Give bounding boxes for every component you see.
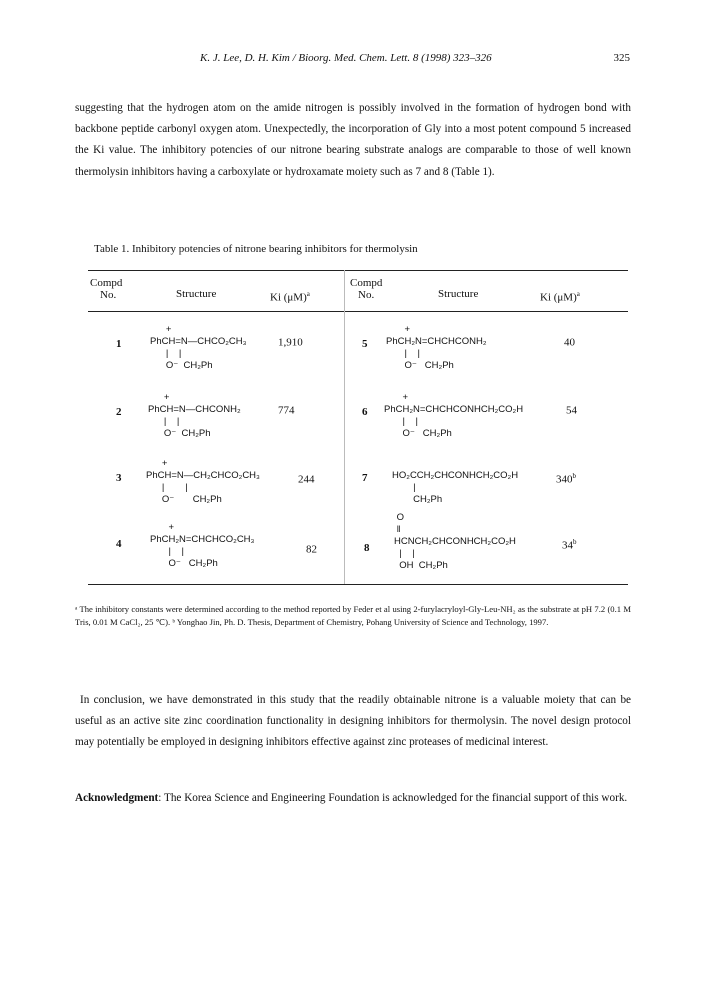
ki-value: 40 [564, 336, 575, 349]
table-header-rule [88, 311, 628, 312]
compound-number: 5 [362, 338, 368, 350]
compound-structure: + PhCH₂N=CHCHCO₂CH₃ | | O⁻ CH₂Ph [150, 522, 255, 569]
ki-value: 774 [278, 404, 295, 417]
compound-number: 7 [362, 472, 368, 484]
ki-value: 82 [306, 543, 317, 556]
compound-structure: + PhCH=N—CHCO₂CH₃ | | O⁻ CH₂Ph [150, 324, 247, 371]
ki-value: 244 [298, 473, 315, 486]
ki-value: 34$^b$ [562, 538, 577, 552]
acknowledgment-title: Acknowledgment [75, 792, 159, 804]
table-caption: Table 1. Inhibitory potencies of nitrone bearing inhibitors for thermolysin [94, 243, 418, 255]
table-column-divider [344, 270, 345, 584]
compound-number: 8 [364, 542, 370, 554]
compound-structure: + PhCH₂N=CHCHCONH₂ | | O⁻ CH₂Ph [386, 324, 487, 371]
compound-structure: + PhCH=N—CHCONH₂ | | O⁻ CH₂Ph [148, 392, 241, 439]
compound-number: 6 [362, 406, 368, 418]
compound-number: 4 [116, 538, 122, 550]
compound-number: 2 [116, 406, 122, 418]
table-footnote: ᵃ The inhibitory constants were determined according to the method reported by Feder et al using 2-furylacryloyl-Gly-Leu-NH₂ as the substrate at pH 7.2 (0.1 M Tris, 0.01 M CaCl₂, 25 ℃). ᵇ Yonghao Jin, Ph. D. Thesis, Department of Chemistry, Pohang University of Science and Technology, 1997. [75, 604, 631, 628]
header-structure-right: Structure [438, 288, 479, 300]
ki-value: 1,910 [278, 336, 303, 349]
compound-structure: HO₂CCH₂CHCONHCH₂CO₂H | CH₂Ph [392, 470, 519, 505]
header-structure: Structure [176, 288, 217, 300]
compound-structure: + PhCH₂N=CHCHCONHCH₂CO₂H | | O⁻ CH₂Ph [384, 392, 524, 439]
running-head-citation: K. J. Lee, D. H. Kim / Bioorg. Med. Chem. Lett. 8 (1998) 323–326 [200, 52, 492, 64]
header-no-right: No. [358, 289, 375, 301]
header-ki-right: Ki $(\mu M)^a$ [540, 290, 580, 304]
body-paragraph-1: suggesting that the hydrogen atom on the amide nitrogen is possibly involved in the formation of hydrogen bond with backbone peptide carbonyl oxygen atom. Unexpectedly, the incorporation of Gly into a most potent compound 5 increased the Ki value. The inhibitory potencies of our nitrone bearing substrate analogs are comparable to those of well known thermolysin inhibitors having a carboxylate or hydroxamate moiety such as 7 and 8 (Table 1). [75, 102, 631, 178]
table-top-rule [88, 270, 628, 271]
acknowledgment-paragraph [75, 788, 631, 809]
running-header [100, 52, 630, 68]
header-compd-right: Compd [350, 277, 383, 289]
compound-number: 1 [116, 338, 122, 350]
compound-structure: O ‖ HCNCH₂CHCONHCH₂CO₂H | | OH CH₂Ph [394, 512, 516, 571]
inhibitor-table [88, 268, 628, 588]
page-number: 325 [613, 52, 630, 64]
header-compd: Compd [90, 277, 123, 289]
header-ki: Ki $(\mu M)^a$ [270, 290, 310, 304]
acknowledgment-text: : The Korea Science and Engineering Foundation is acknowledged for the financial support of this work. [158, 792, 628, 804]
table-bottom-rule [88, 584, 628, 585]
compound-structure: + PhCH=N—CH₂CHCO₂CH₃ | | O⁻ CH₂Ph [146, 458, 260, 505]
header-no: No. [100, 289, 117, 301]
body-paragraph-conclusion: In conclusion, we have demonstrated in this study that the readily obtainable nitrone is a valuable moiety that can be useful as an active site zinc coordination functionality in designing inhibitors for thermolysin. The novel design protocol may potentially be employed in designing inhibitors effective against zinc proteases of medicinal interest. [75, 694, 631, 749]
ki-value: 54 [566, 404, 577, 417]
compound-number: 3 [116, 472, 122, 484]
ki-value: 340$^b$ [556, 472, 576, 486]
